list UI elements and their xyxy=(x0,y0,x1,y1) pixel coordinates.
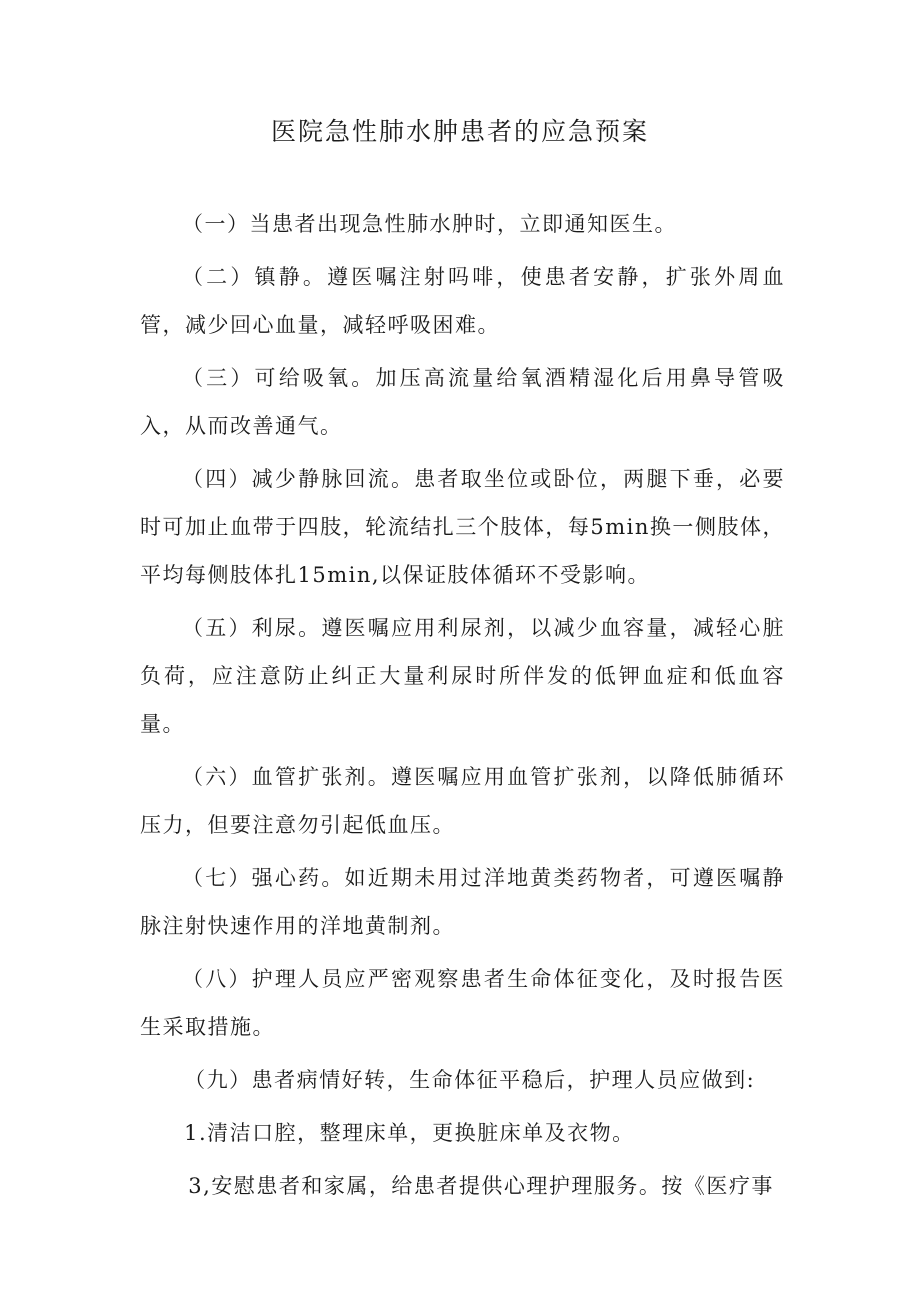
paragraph-9: （九）患者病情好转，生命体征平稳后，护理人员应做到: xyxy=(184,1068,756,1092)
paragraph-2: （二）镇静。遵医嘱注射吗啡，使患者安静，扩张外周血管，减少回心血量，减轻呼吸困难。 xyxy=(140,265,785,337)
paragraph-4: （四）减少静脉回流。患者取坐位或卧位，两腿下垂，必要时可加止血带于四肢，轮流结扎三个肢体，每5min换一侧肢体，平均每侧肢体扎15min,以保证肢体循环不受影响。 xyxy=(140,467,785,587)
list-item-1: 1.清洁口腔，整理床单，更换脏床单及衣物。 xyxy=(184,1121,635,1145)
paragraph-7: （七）强心药。如近期未用过洋地黄类药物者，可遵医嘱静脉注射快速作用的洋地黄制剂。 xyxy=(140,866,785,938)
document-body xyxy=(140,200,785,1215)
document-title: 医院急性肺水肿患者的应急预案 xyxy=(270,117,649,146)
list-item-3: 3,安慰患者和家属，给患者提供心理护理服务。按《医疗事 xyxy=(188,1174,774,1198)
paragraph-6: （六）血管扩张剂。遵医嘱应用血管扩张剂，以降低肺循环压力，但要注意勿引起低血压。 xyxy=(140,765,785,837)
paragraph-1: （一）当患者出现急性肺水肿时，立即通知医生。 xyxy=(182,212,677,236)
paragraph-5: （五）利尿。遵医嘱应用利尿剂，以减少血容量，减轻心脏负荷，应注意防止纠正大量利尿时所伴发的低钾血症和低血容量。 xyxy=(140,616,785,736)
paragraph-3: （三）可给吸氧。加压高流量给氧酒精湿化后用鼻导管吸入，从而改善通气。 xyxy=(140,366,785,438)
paragraph-8: （八）护理人员应严密观察患者生命体征变化，及时报告医生采取措施。 xyxy=(140,967,785,1039)
